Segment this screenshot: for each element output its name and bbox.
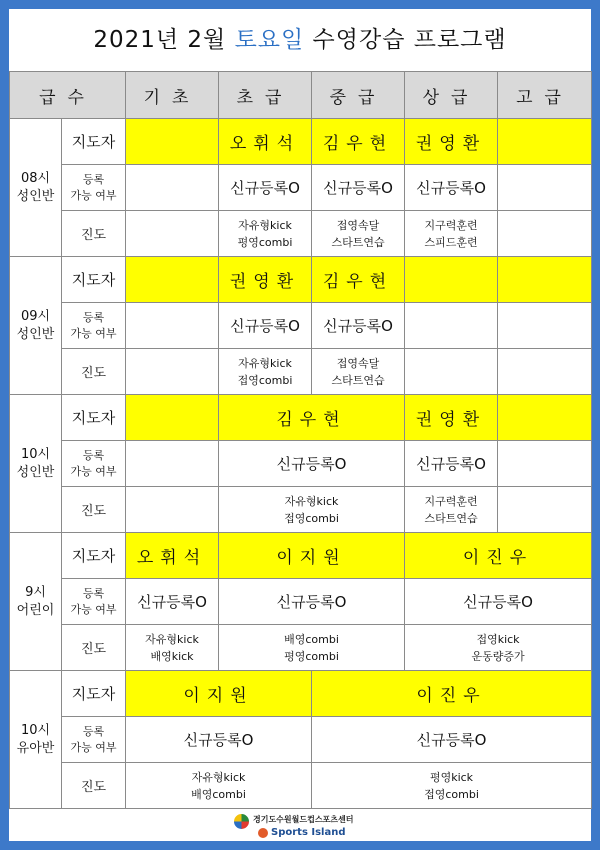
header-basic: 기초	[126, 72, 219, 119]
sports-island-logo-icon	[258, 828, 268, 838]
org-name: 경기도수원월드컵스포츠센터	[253, 815, 354, 824]
instructor-cell: 김우현	[312, 119, 405, 165]
header-row	[10, 72, 592, 119]
registration-cell: 신규등록O	[126, 579, 219, 625]
cell-empty	[126, 257, 219, 303]
instructor-cell: 권영환	[219, 257, 312, 303]
progress-cell: 지구력훈련 스타트연습	[405, 487, 498, 533]
registration-cell: 신규등록O	[219, 579, 405, 625]
table-row	[10, 257, 592, 303]
header-advanced: 고급	[498, 72, 592, 119]
registration-cell: 신규등록O	[126, 717, 312, 763]
row-label-registration: 등록 가능 여부	[62, 441, 126, 487]
table-row	[10, 671, 592, 717]
row-label-instructor: 지도자	[62, 395, 126, 441]
group-label: 10시 유아반	[10, 671, 62, 809]
cell-empty	[126, 211, 219, 257]
row-label-progress: 진도	[62, 763, 126, 809]
registration-cell: 신규등록O	[312, 165, 405, 211]
registration-cell: 신규등록O	[405, 165, 498, 211]
instructor-cell: 이진우	[312, 671, 592, 717]
row-label-instructor: 지도자	[62, 119, 126, 165]
cell-empty	[126, 349, 219, 395]
instructor-cell: 이지원	[219, 533, 405, 579]
cell-empty	[498, 303, 592, 349]
registration-cell: 신규등록O	[405, 441, 498, 487]
table-row	[10, 395, 592, 441]
progress-cell: 접영kick 운동량증가	[405, 625, 592, 671]
cell-empty	[498, 257, 592, 303]
progress-cell: 자유형kick 평영combi	[219, 211, 312, 257]
cell-empty	[498, 211, 592, 257]
progress-cell: 자유형kick 배영combi	[126, 763, 312, 809]
row-label-registration: 등록 가능 여부	[62, 579, 126, 625]
progress-cell: 자유형kick 접영combi	[219, 349, 312, 395]
row-label-registration: 등록 가능 여부	[62, 717, 126, 763]
registration-cell: 신규등록O	[219, 165, 312, 211]
progress-cell: 평영kick 접영combi	[312, 763, 592, 809]
table-row	[10, 625, 592, 671]
row-label-progress: 진도	[62, 211, 126, 257]
progress-cell: 접영속달 스타트연습	[312, 349, 405, 395]
cell-empty	[498, 441, 592, 487]
cell-empty	[126, 441, 219, 487]
cell-empty	[498, 487, 592, 533]
header-level: 급수	[10, 72, 126, 119]
group-label: 08시 성인반	[10, 119, 62, 257]
row-label-instructor: 지도자	[62, 257, 126, 303]
brand-name: Sports Island	[271, 827, 346, 838]
registration-cell: 신규등록O	[405, 579, 592, 625]
row-label-registration: 등록 가능 여부	[62, 165, 126, 211]
progress-cell: 접영속달 스타트연습	[312, 211, 405, 257]
schedule-table	[9, 71, 592, 809]
header-beginner: 초급	[219, 72, 312, 119]
table-row	[10, 165, 592, 211]
row-label-progress: 진도	[62, 625, 126, 671]
sports-center-logo-icon	[234, 814, 249, 829]
table-row	[10, 487, 592, 533]
registration-cell: 신규등록O	[312, 303, 405, 349]
cell-empty	[498, 165, 592, 211]
row-label-progress: 진도	[62, 487, 126, 533]
header-upper: 상급	[405, 72, 498, 119]
table-row	[10, 717, 592, 763]
instructor-cell: 권영환	[405, 119, 498, 165]
table-row	[10, 579, 592, 625]
instructor-cell: 김우현	[312, 257, 405, 303]
instructor-cell: 김우현	[219, 395, 405, 441]
title-day: 토요일	[234, 27, 305, 53]
instructor-cell: 권영환	[405, 395, 498, 441]
footer-logo	[9, 809, 591, 841]
cell-empty	[498, 349, 592, 395]
registration-cell: 신규등록O	[312, 717, 592, 763]
row-label-registration: 등록 가능 여부	[62, 303, 126, 349]
header-intermediate: 중급	[312, 72, 405, 119]
instructor-cell: 이지원	[126, 671, 312, 717]
schedule-sheet	[9, 9, 591, 841]
table-row	[10, 763, 592, 809]
table-row	[10, 349, 592, 395]
cell-empty	[405, 257, 498, 303]
row-label-progress: 진도	[62, 349, 126, 395]
title-suffix: 수영강습 프로그램	[304, 27, 507, 53]
progress-cell: 자유형kick 접영combi	[219, 487, 405, 533]
cell-empty	[126, 165, 219, 211]
cell-empty	[126, 119, 219, 165]
progress-cell: 지구력훈련 스피드훈련	[405, 211, 498, 257]
cell-empty	[498, 119, 592, 165]
table-row	[10, 211, 592, 257]
progress-cell: 자유형kick 배영kick	[126, 625, 219, 671]
cell-empty	[405, 349, 498, 395]
table-row	[10, 441, 592, 487]
group-label: 10시 성인반	[10, 395, 62, 533]
row-label-instructor: 지도자	[62, 533, 126, 579]
group-label: 09시 성인반	[10, 257, 62, 395]
page-title	[9, 9, 591, 71]
registration-cell: 신규등록O	[219, 303, 312, 349]
registration-cell: 신규등록O	[219, 441, 405, 487]
cell-empty	[405, 303, 498, 349]
table-row	[10, 119, 592, 165]
instructor-cell: 이진우	[405, 533, 592, 579]
instructor-cell: 오휘석	[219, 119, 312, 165]
cell-empty	[126, 395, 219, 441]
table-row	[10, 533, 592, 579]
cell-empty	[126, 487, 219, 533]
table-row	[10, 303, 592, 349]
group-label: 9시 어린이	[10, 533, 62, 671]
instructor-cell: 오휘석	[126, 533, 219, 579]
progress-cell: 배영combi 평영combi	[219, 625, 405, 671]
cell-empty	[498, 395, 592, 441]
title-prefix: 2021년 2월	[93, 27, 235, 53]
row-label-instructor: 지도자	[62, 671, 126, 717]
cell-empty	[126, 303, 219, 349]
